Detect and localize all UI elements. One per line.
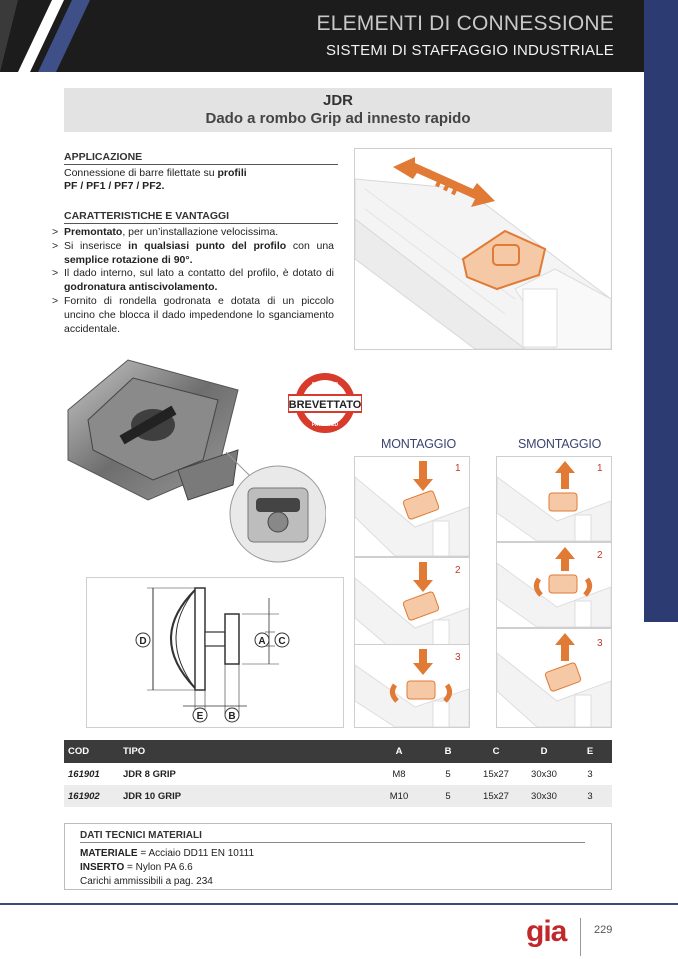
col-c: C [472, 740, 520, 763]
dismount-step-3-number: 3 [597, 638, 603, 649]
page-number: 229 [594, 924, 613, 936]
table-header-row [64, 740, 612, 763]
side-accent-bar [644, 0, 678, 622]
badge-bottom-text: PATENTED [311, 422, 339, 428]
nut-photo [58, 350, 248, 510]
features-heading: CARATTERISTICHE E VANTAGGI [64, 210, 338, 224]
mount-step-2-number: 2 [455, 565, 461, 576]
badge-top-text: PATENTED [311, 382, 339, 388]
detail-zoom-image [226, 452, 326, 574]
mount-step-3-number: 3 [455, 652, 461, 663]
feature-item: > Si inserisce in qualsiasi punto del profilo con una semplice rotazione di 90°. [52, 240, 334, 268]
col-d: D [520, 740, 568, 763]
col-b: B [424, 740, 472, 763]
application-text: Connessione di barre filettate su profili PF / PF1 / PF7 / PF2. [64, 167, 247, 192]
dim-label-c: C [278, 636, 286, 647]
loads-line: Carichi ammissibili a pag. 234 [80, 876, 213, 887]
feature-item: > Premontato, per un’installazione velocissima. [52, 226, 334, 240]
application-heading: APPLICAZIONE [64, 151, 338, 165]
mount-step-3 [354, 644, 470, 728]
profile-insert-image [354, 148, 612, 350]
dim-label-d: D [139, 636, 147, 647]
table-row: 161901 JDR 8 GRIP M8 5 15x27 30x30 3 [68, 768, 593, 780]
header-stripes [0, 0, 130, 72]
materials-box [64, 823, 612, 890]
product-table [64, 740, 612, 807]
product-description: Dado a rombo Grip ad innesto rapido [205, 110, 471, 127]
product-code: JDR [322, 92, 353, 109]
features-list [52, 226, 334, 336]
dismount-label: SMONTAGGIO [518, 437, 602, 451]
dismount-step-1-number: 1 [597, 463, 603, 474]
col-a: A [374, 740, 424, 763]
page-header [0, 0, 678, 72]
mount-step-1-number: 1 [455, 463, 461, 474]
dim-label-b: B [228, 711, 236, 722]
dismount-step-2 [496, 542, 612, 628]
dismount-step-3 [496, 628, 612, 728]
col-tipo: TIPO [119, 740, 374, 763]
product-title-box [64, 88, 612, 132]
mount-step-1 [354, 456, 470, 557]
footer-line [0, 903, 678, 905]
header-subtitle: SISTEMI DI STAFFAGGIO INDUSTRIALE [325, 42, 614, 59]
table-row: 161902 JDR 10 GRIP M10 5 15x27 30x30 3 [64, 785, 612, 807]
feature-item: > Fornito di rondella godronata e dotata di un piccolo uncino che blocca il dado impedendone lo sganciamento accidentale. [52, 295, 334, 336]
materials-heading: DATI TECNICI MATERIALI [80, 830, 585, 843]
mount-label: MONTAGGIO [381, 437, 457, 451]
patented-badge [288, 371, 362, 435]
gia-logo: gia [526, 915, 567, 948]
dim-label-e: E [196, 711, 204, 722]
footer-divider [580, 918, 581, 956]
dimension-drawing [86, 577, 344, 728]
insert-line: INSERTO = Nylon PA 6.6 [80, 862, 193, 873]
header-title: ELEMENTI DI CONNESSIONE [316, 12, 614, 35]
dim-label-a: A [258, 636, 266, 647]
col-e: E [568, 740, 612, 763]
material-line: MATERIALE = Acciaio DD11 EN 10111 [80, 848, 255, 859]
feature-item: > Il dado interno, sul lato a contatto del profilo, è dotato di godronatura antiscivolamento. [52, 267, 334, 295]
dismount-step-1 [496, 456, 612, 542]
dismount-step-2-number: 2 [597, 550, 603, 561]
badge-main-text: BREVETTATO [288, 399, 362, 411]
col-cod: COD [64, 740, 119, 763]
mount-step-2 [354, 557, 470, 653]
